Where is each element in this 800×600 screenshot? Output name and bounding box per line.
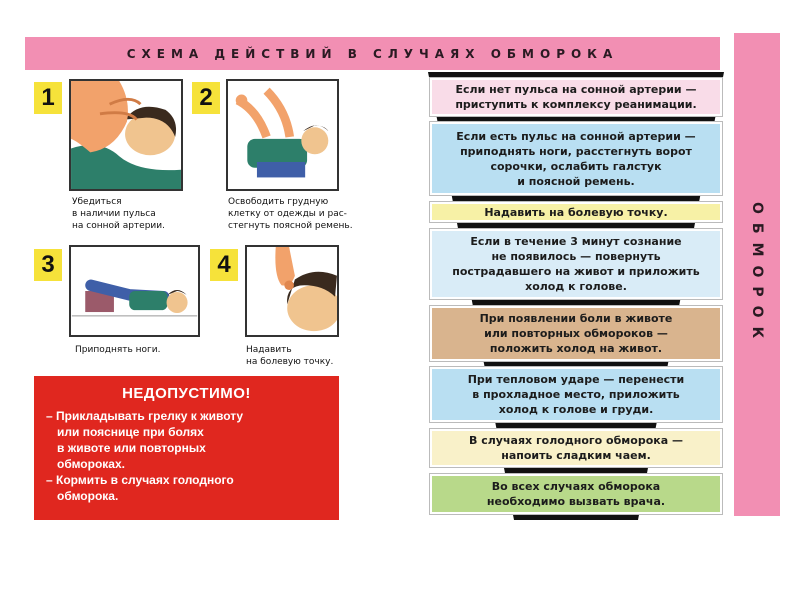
step-4-caption xyxy=(246,344,346,368)
step-2-caption xyxy=(228,196,353,232)
forbidden-item-heat-pad xyxy=(46,408,327,472)
caption-line: Освободить грудную xyxy=(228,197,329,207)
forbidden-line: обморока. xyxy=(57,489,119,503)
raise-legs-illustration xyxy=(71,247,198,335)
action-line: В случаях голодного обморока — xyxy=(469,434,683,447)
step-1-caption xyxy=(72,196,192,232)
action-box-8 xyxy=(430,474,722,514)
caption-line: на сонной артерии. xyxy=(72,221,165,231)
action-line: не появилось — повернуть xyxy=(491,250,661,263)
forbidden-item-feeding xyxy=(46,472,327,504)
action-box-1 xyxy=(430,78,722,116)
action-line: в прохладное место, приложить xyxy=(472,388,680,401)
action-box-6 xyxy=(430,367,722,422)
forbidden-line: – Прикладывать грелку к животу xyxy=(46,409,244,423)
poster-title: СХЕМА ДЕЙСТВИЙ В СЛУЧАЯХ ОБМОРОКА xyxy=(25,37,720,70)
action-line: Если есть пульс на сонной артерии — xyxy=(456,129,696,143)
action-line: При появлении боли в животе xyxy=(479,312,673,325)
action-box-5 xyxy=(430,306,722,361)
forbidden-line: – Кормить в случаях голодного xyxy=(46,473,234,487)
step-2-number: 2 xyxy=(192,82,220,114)
caption-line: клетку от одежды и рас- xyxy=(228,209,347,219)
pulse-check-illustration xyxy=(71,81,181,189)
action-line: напоить сладким чаем. xyxy=(501,449,651,462)
step-2-illustration xyxy=(226,79,339,191)
forbidden-line: обмороках. xyxy=(57,457,125,471)
step-3-number: 3 xyxy=(34,249,62,281)
action-line: приступить к комплексу реанимации. xyxy=(455,98,697,111)
caption-line: Приподнять ноги. xyxy=(75,345,161,355)
step-3-caption xyxy=(75,344,195,356)
forbidden-line: или пояснице при болях xyxy=(57,425,204,439)
action-line: холод к голове. xyxy=(525,280,627,293)
forbidden-line: в животе или повторных xyxy=(57,441,206,455)
side-band xyxy=(734,33,780,516)
step-4-illustration xyxy=(245,245,339,337)
action-line: пострадавшего на живот и приложить xyxy=(452,265,700,278)
caption-line: на болевую точку. xyxy=(246,357,334,367)
loosen-clothing-illustration xyxy=(228,81,337,189)
side-band-text: ОБМОРОК xyxy=(749,201,765,347)
action-line: сорочки, ослабить галстук xyxy=(490,159,662,173)
action-box-2 xyxy=(430,122,722,195)
action-line: или повторных обмороков — xyxy=(484,327,668,340)
pressure-point-illustration xyxy=(247,247,337,335)
action-line: Надавить на болевую точку. xyxy=(484,205,668,219)
forbidden-box xyxy=(34,376,339,520)
step-3-illustration xyxy=(69,245,200,337)
step-1-number: 1 xyxy=(34,82,62,114)
action-box-7 xyxy=(430,429,722,467)
action-line: необходимо вызвать врача. xyxy=(486,495,666,508)
action-box-3 xyxy=(430,202,722,222)
caption-line: Надавить xyxy=(246,345,292,355)
action-line: Во всех случаях обморока xyxy=(491,480,661,493)
caption-line: в наличии пульса xyxy=(72,209,156,219)
caption-line: стегнуть поясной ремень. xyxy=(228,221,353,231)
step-4-number: 4 xyxy=(210,249,238,281)
action-line: При тепловом ударе — перенести xyxy=(467,373,685,386)
action-line: и поясной ремень. xyxy=(517,174,635,188)
step-1-illustration xyxy=(69,79,183,191)
action-line: приподнять ноги, расстегнуть ворот xyxy=(460,144,692,158)
action-line: положить холод на живот. xyxy=(489,342,663,355)
action-line: Если в течение 3 минут сознание xyxy=(470,235,682,248)
action-line: Если нет пульса на сонной артерии — xyxy=(455,83,697,96)
forbidden-title: НЕДОПУСТИМО! xyxy=(122,385,251,402)
action-box-4 xyxy=(430,229,722,299)
caption-line: Убедиться xyxy=(72,197,122,207)
action-line: холод к голове и груди. xyxy=(498,403,654,416)
